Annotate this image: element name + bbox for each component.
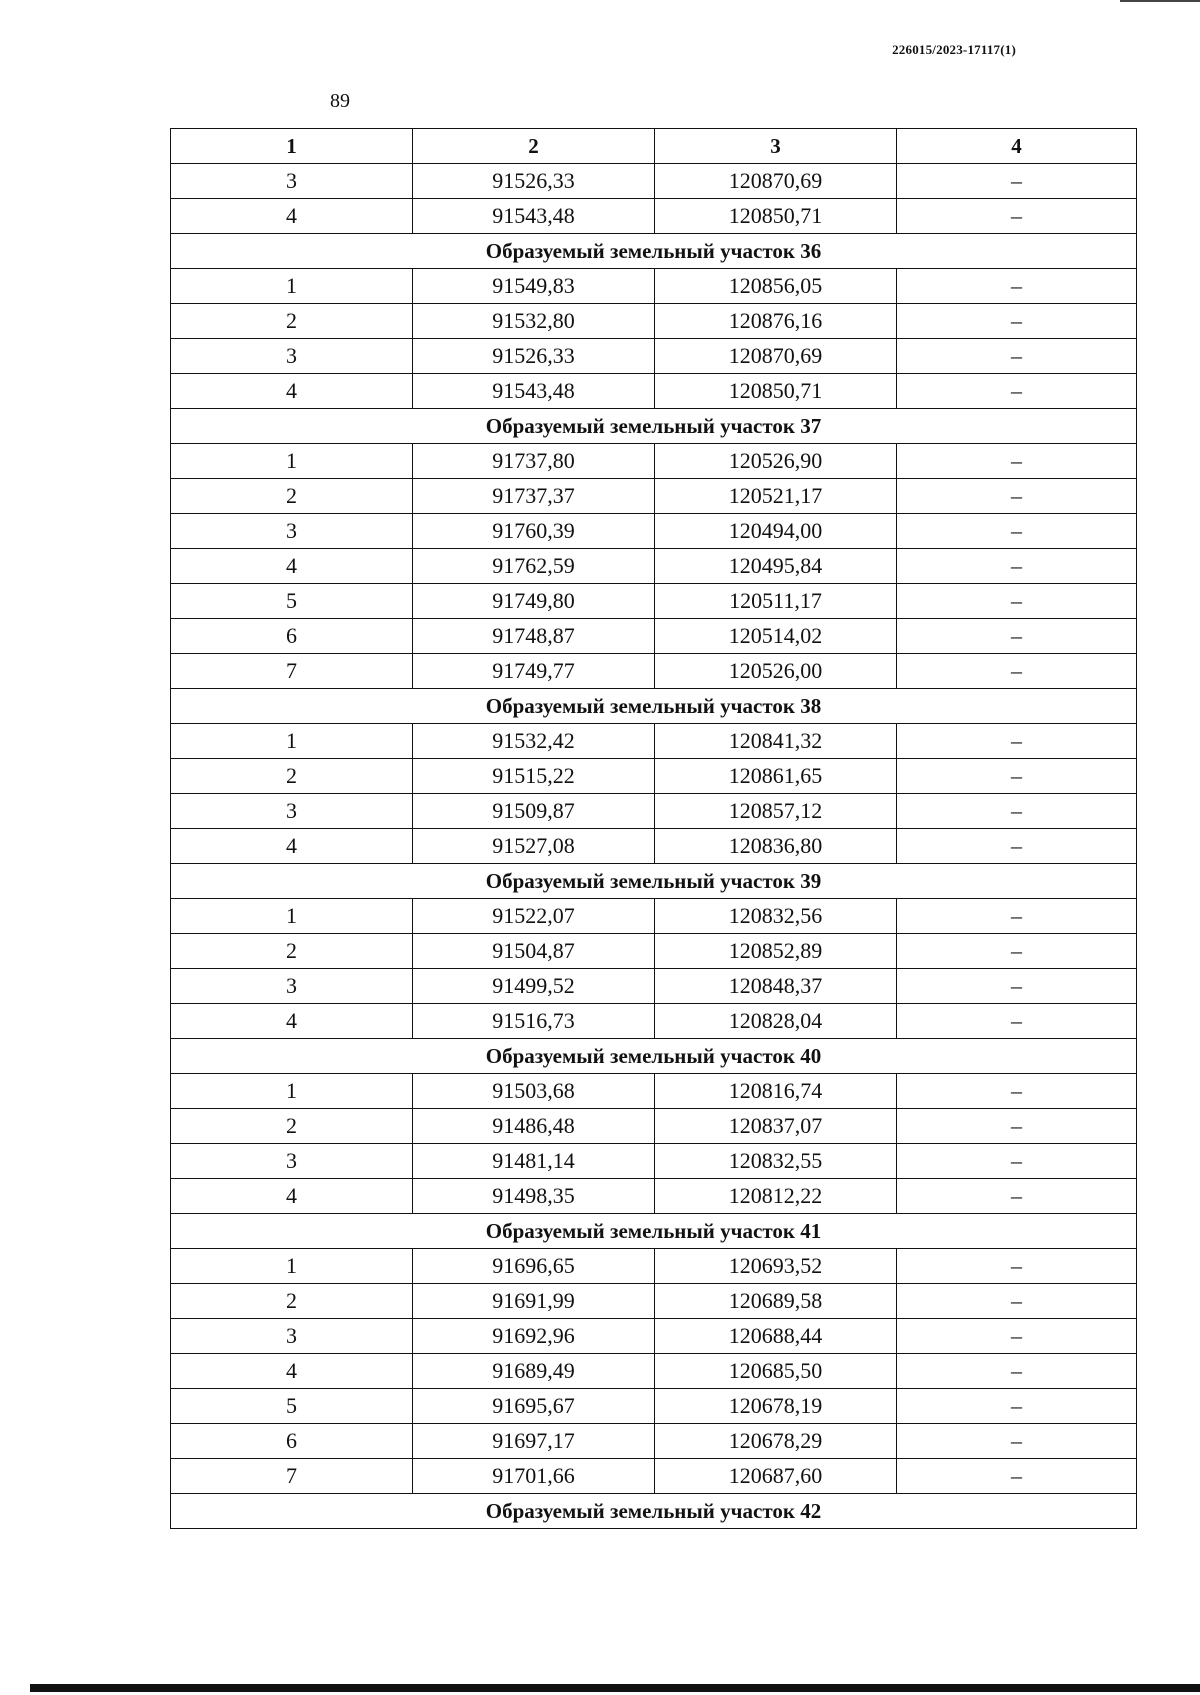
page-number-text: 89 [330,90,350,112]
section-row [171,864,1137,899]
table-row [171,759,1137,794]
note-cell: – [897,514,1137,549]
point-number-cell: 1 [171,444,413,479]
table-row [171,1109,1137,1144]
y-coordinate-cell: 120688,44 [655,1319,897,1354]
point-number-cell: 1 [171,1074,413,1109]
y-coordinate-cell: 120857,12 [655,794,897,829]
y-coordinate-cell: 120848,37 [655,969,897,1004]
x-coordinate-cell: 91748,87 [413,619,655,654]
document-id: 226015/2023-17117(1) [892,42,1016,57]
note-cell: – [897,339,1137,374]
y-coordinate-cell: 120511,17 [655,584,897,619]
point-number-cell: 2 [171,759,413,794]
table-row [171,164,1137,199]
note-cell: – [897,1109,1137,1144]
note-cell: – [897,724,1137,759]
column-header-1: 1 [171,129,413,164]
column-header-4: 4 [897,129,1137,164]
column-header-2: 2 [413,129,655,164]
x-coordinate-cell: 91486,48 [413,1109,655,1144]
scan-bottom-bar [30,1684,1200,1692]
table-row [171,794,1137,829]
section-row [171,1214,1137,1249]
note-cell: – [897,1424,1137,1459]
table-row [171,444,1137,479]
x-coordinate-cell: 91526,33 [413,339,655,374]
x-coordinate-cell: 91692,96 [413,1319,655,1354]
section-row [171,1039,1137,1074]
y-coordinate-cell: 120850,71 [655,199,897,234]
section-title: Образуемый земельный участок 38 [171,689,1137,724]
y-coordinate-cell: 120837,07 [655,1109,897,1144]
note-cell: – [897,269,1137,304]
x-coordinate-cell: 91689,49 [413,1354,655,1389]
section-row [171,1494,1137,1529]
y-coordinate-cell: 120514,02 [655,619,897,654]
table-row [171,829,1137,864]
x-coordinate-cell: 91701,66 [413,1459,655,1494]
point-number-cell: 4 [171,1004,413,1039]
point-number-cell: 2 [171,479,413,514]
section-title: Образуемый земельный участок 36 [171,234,1137,269]
point-number-cell: 7 [171,1459,413,1494]
note-cell: – [897,794,1137,829]
table-row [171,1004,1137,1039]
y-coordinate-cell: 120876,16 [655,304,897,339]
y-coordinate-cell: 120870,69 [655,339,897,374]
y-coordinate-cell: 120841,32 [655,724,897,759]
table-row [171,304,1137,339]
note-cell: – [897,1144,1137,1179]
point-number-cell: 5 [171,584,413,619]
section-title: Образуемый земельный участок 41 [171,1214,1137,1249]
section-row [171,689,1137,724]
x-coordinate-cell: 91543,48 [413,199,655,234]
table-row [171,724,1137,759]
y-coordinate-cell: 120852,89 [655,934,897,969]
table-row [171,339,1137,374]
table-row [171,479,1137,514]
point-number-cell: 2 [171,304,413,339]
point-number-cell: 3 [171,1319,413,1354]
x-coordinate-cell: 91516,73 [413,1004,655,1039]
y-coordinate-cell: 120685,50 [655,1354,897,1389]
y-coordinate-cell: 120856,05 [655,269,897,304]
x-coordinate-cell: 91509,87 [413,794,655,829]
table-row [171,1389,1137,1424]
y-coordinate-cell: 120526,00 [655,654,897,689]
section-title: Образуемый земельный участок 40 [171,1039,1137,1074]
x-coordinate-cell: 91749,80 [413,584,655,619]
point-number-cell: 3 [171,1144,413,1179]
y-coordinate-cell: 120521,17 [655,479,897,514]
x-coordinate-cell: 91749,77 [413,654,655,689]
y-coordinate-cell: 120832,56 [655,899,897,934]
note-cell: – [897,374,1137,409]
table-row [171,654,1137,689]
table-row [171,1179,1137,1214]
note-cell: – [897,829,1137,864]
point-number-cell: 6 [171,1424,413,1459]
point-number-cell: 3 [171,514,413,549]
note-cell: – [897,1074,1137,1109]
y-coordinate-cell: 120836,80 [655,829,897,864]
y-coordinate-cell: 120870,69 [655,164,897,199]
scan-edge-mark [1120,0,1200,2]
x-coordinate-cell: 91549,83 [413,269,655,304]
table-row [171,1144,1137,1179]
table-row [171,1284,1137,1319]
table-row [171,1424,1137,1459]
x-coordinate-cell: 91737,37 [413,479,655,514]
table-row [171,1249,1137,1284]
note-cell: – [897,304,1137,339]
x-coordinate-cell: 91696,65 [413,1249,655,1284]
y-coordinate-cell: 120832,55 [655,1144,897,1179]
x-coordinate-cell: 91481,14 [413,1144,655,1179]
y-coordinate-cell: 120495,84 [655,549,897,584]
x-coordinate-cell: 91526,33 [413,164,655,199]
section-title: Образуемый земельный участок 39 [171,864,1137,899]
point-number-cell: 5 [171,1389,413,1424]
x-coordinate-cell: 91695,67 [413,1389,655,1424]
note-cell: – [897,1179,1137,1214]
y-coordinate-cell: 120678,29 [655,1424,897,1459]
table-row [171,899,1137,934]
note-cell: – [897,584,1137,619]
y-coordinate-cell: 120828,04 [655,1004,897,1039]
table-row [171,619,1137,654]
point-number-cell: 7 [171,654,413,689]
y-coordinate-cell: 120816,74 [655,1074,897,1109]
table-row [171,269,1137,304]
note-cell: – [897,654,1137,689]
point-number-cell: 1 [171,1249,413,1284]
y-coordinate-cell: 120689,58 [655,1284,897,1319]
table-row [171,514,1137,549]
x-coordinate-cell: 91515,22 [413,759,655,794]
table-row [171,1354,1137,1389]
note-cell: – [897,1249,1137,1284]
point-number-cell: 2 [171,1109,413,1144]
table-row [171,374,1137,409]
point-number-cell: 4 [171,549,413,584]
note-cell: – [897,479,1137,514]
note-cell: – [897,549,1137,584]
table-row [171,1319,1137,1354]
section-row [171,234,1137,269]
point-number-cell: 4 [171,1354,413,1389]
x-coordinate-cell: 91762,59 [413,549,655,584]
point-number-cell: 1 [171,899,413,934]
table-row [171,934,1137,969]
x-coordinate-cell: 91503,68 [413,1074,655,1109]
note-cell: – [897,164,1137,199]
coordinates-table [170,128,1137,1529]
point-number-cell: 4 [171,829,413,864]
note-cell: – [897,1319,1137,1354]
table-body [171,164,1137,1529]
page-number [0,90,1200,113]
note-cell: – [897,1459,1137,1494]
x-coordinate-cell: 91504,87 [413,934,655,969]
y-coordinate-cell: 120812,22 [655,1179,897,1214]
x-coordinate-cell: 91522,07 [413,899,655,934]
section-row [171,409,1137,444]
y-coordinate-cell: 120687,60 [655,1459,897,1494]
x-coordinate-cell: 91532,80 [413,304,655,339]
point-number-cell: 1 [171,269,413,304]
point-number-cell: 1 [171,724,413,759]
note-cell: – [897,1389,1137,1424]
y-coordinate-cell: 120850,71 [655,374,897,409]
note-cell: – [897,1354,1137,1389]
point-number-cell: 2 [171,1284,413,1319]
note-cell: – [897,1284,1137,1319]
note-cell: – [897,444,1137,479]
point-number-cell: 3 [171,969,413,1004]
note-cell: – [897,1004,1137,1039]
table-row [171,969,1137,1004]
x-coordinate-cell: 91691,99 [413,1284,655,1319]
x-coordinate-cell: 91499,52 [413,969,655,1004]
section-title: Образуемый земельный участок 42 [171,1494,1137,1529]
y-coordinate-cell: 120526,90 [655,444,897,479]
point-number-cell: 3 [171,164,413,199]
point-number-cell: 3 [171,339,413,374]
y-coordinate-cell: 120861,65 [655,759,897,794]
y-coordinate-cell: 120693,52 [655,1249,897,1284]
note-cell: – [897,899,1137,934]
y-coordinate-cell: 120494,00 [655,514,897,549]
note-cell: – [897,934,1137,969]
point-number-cell: 6 [171,619,413,654]
column-header-3: 3 [655,129,897,164]
point-number-cell: 4 [171,374,413,409]
point-number-cell: 3 [171,794,413,829]
y-coordinate-cell: 120678,19 [655,1389,897,1424]
x-coordinate-cell: 91760,39 [413,514,655,549]
table-row [171,549,1137,584]
note-cell: – [897,199,1137,234]
table-header-row [171,129,1137,164]
x-coordinate-cell: 91527,08 [413,829,655,864]
point-number-cell: 4 [171,1179,413,1214]
x-coordinate-cell: 91543,48 [413,374,655,409]
point-number-cell: 2 [171,934,413,969]
section-title: Образуемый земельный участок 37 [171,409,1137,444]
table-row [171,199,1137,234]
table-row [171,584,1137,619]
x-coordinate-cell: 91532,42 [413,724,655,759]
note-cell: – [897,619,1137,654]
table-row [171,1074,1137,1109]
point-number-cell: 4 [171,199,413,234]
x-coordinate-cell: 91737,80 [413,444,655,479]
x-coordinate-cell: 91498,35 [413,1179,655,1214]
note-cell: – [897,969,1137,1004]
note-cell: – [897,759,1137,794]
x-coordinate-cell: 91697,17 [413,1424,655,1459]
table-row [171,1459,1137,1494]
